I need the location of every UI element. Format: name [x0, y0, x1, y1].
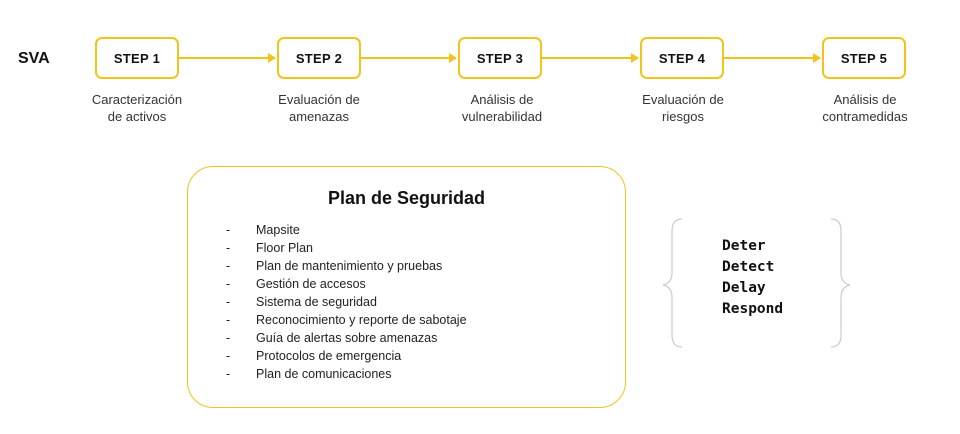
arrow-1-2	[179, 57, 275, 59]
step-3-desc-line: vulnerabilidad	[461, 109, 543, 124]
step-4-desc-line: riesgos	[662, 109, 704, 124]
principle-detect: Detect	[722, 259, 775, 275]
step-3-box	[458, 37, 542, 79]
step-4-desc-line: Evaluación de	[642, 92, 724, 107]
principles-list	[722, 236, 783, 320]
list-item-text: Plan de comunicaciones	[256, 367, 392, 381]
list-item-text: Gestión de accesos	[256, 277, 366, 291]
left-brace-icon	[663, 219, 682, 347]
list-item-text: Guía de alertas sobre amenazas	[256, 331, 438, 345]
bullet-dash: -	[226, 223, 231, 237]
bullet-dash: -	[226, 367, 231, 381]
step-1-box	[95, 37, 179, 79]
list-item-text: Mapsite	[256, 223, 300, 237]
step-1-desc-line: de activos	[107, 109, 167, 124]
step-2-label: STEP 2	[295, 50, 343, 66]
list-item-text: Reconocimiento y reporte de sabotaje	[256, 313, 467, 327]
plan-box	[187, 166, 626, 408]
step-2-desc	[254, 91, 384, 125]
step-3-label: STEP 3	[476, 50, 524, 66]
bullet-dash: -	[226, 295, 231, 309]
bullet-dash: -	[226, 241, 231, 255]
step-5-desc-line: contramedidas	[822, 109, 908, 124]
arrow-2-3	[361, 57, 456, 59]
step-2-box	[277, 37, 361, 79]
step-5-label: STEP 5	[840, 50, 888, 66]
bullet-dash: -	[226, 331, 231, 345]
bullet-dash: -	[226, 313, 231, 327]
step-4-box	[640, 37, 724, 79]
plan-title: Plan de Seguridad	[327, 188, 486, 208]
arrow-4-5	[724, 57, 820, 59]
list-item-text: Floor Plan	[256, 241, 313, 255]
step-2-desc-line: amenazas	[289, 109, 349, 124]
principle-respond: Respond	[722, 301, 784, 317]
bullet-dash: -	[226, 259, 231, 273]
step-4-label: STEP 4	[658, 50, 706, 66]
step-1-label: STEP 1	[113, 50, 161, 66]
step-5-box	[822, 37, 906, 79]
principle-delay: Delay	[722, 280, 766, 296]
step-1-desc-line: Caracterización	[91, 92, 183, 107]
step-5-desc-line: Análisis de	[833, 92, 897, 107]
right-brace-icon	[831, 219, 850, 347]
principle-deter: Deter	[722, 238, 766, 254]
sva-label: SVA	[18, 50, 50, 67]
step-1-desc	[72, 91, 202, 125]
list-item-text: Sistema de seguridad	[256, 295, 377, 309]
step-3-desc-line: Análisis de	[470, 92, 534, 107]
list-item-text: Plan de mantenimiento y pruebas	[256, 259, 443, 273]
bullet-dash: -	[226, 277, 231, 291]
bullet-dash: -	[226, 349, 231, 363]
step-2-desc-line: Evaluación de	[278, 92, 360, 107]
step-5-desc	[800, 91, 930, 125]
step-3-desc	[437, 91, 567, 125]
arrow-3-4	[542, 57, 638, 59]
step-4-desc	[618, 91, 748, 125]
list-item-text: Protocolos de emergencia	[256, 349, 402, 363]
